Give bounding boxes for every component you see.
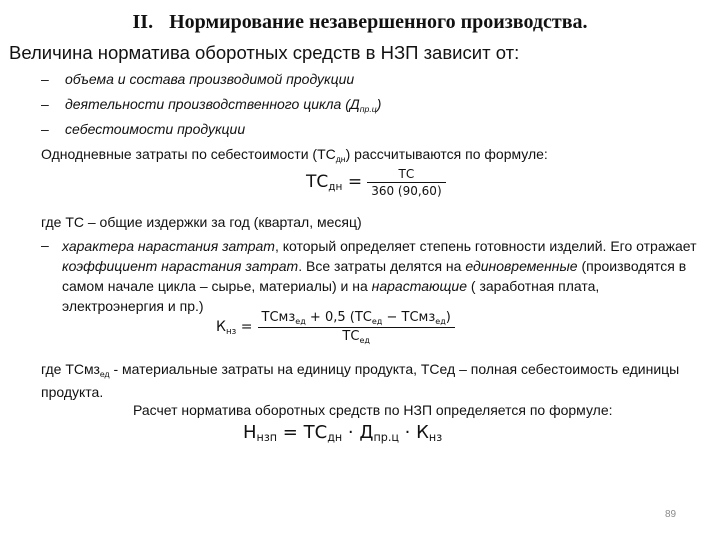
denominator: $ТС_{ед}$ [342,329,370,345]
slide-title [0,11,720,34]
numerator: ТС [367,167,445,183]
bullet-cycle: – деятельности производственного цикла $(Д_{пр.ц})$ [41,96,382,114]
lead-sentence: Величина норматива оборотных средств в НЗП зависит от: [9,42,520,63]
page-number: 89 [665,509,677,520]
bullet-cost: – себестоимости продукции [41,121,246,137]
formula-daily-cost: $ТС_{дн}$ = $\frac{ТС}{360 (90,60)}$ [306,167,446,198]
section-number: II. [132,11,154,33]
bullet-text: деятельности производственного цикла $(Д_{пр.ц})$ [65,96,382,114]
formula-norm: $Н_{нзп} = ТС_{дн} \cdot Д_{пр.ц} \cdot К_{нз}$ [243,422,443,444]
character-paragraph: характера нарастания затрат, который определяет степень готовности изделий. Его отражает коэффициент нарастания затрат. Все затраты делятся на единовременные (производятся в самом начале цикла – сырье, материалы) и на нарастающие ( заработная плата, электроэнергия и пр.) [62,238,697,314]
bullet-character-dash: – [41,237,49,253]
where-tc: где ТС – общие издержки за год (квартал, месяц) [41,214,362,230]
where-tcmz: где ТСмз$_{ед}$ - материальные затраты на единицу продукта, ТСед – полная себестоимость единицы продукта. [41,361,680,400]
title-text: Нормирование незавершенного производства. [169,11,588,33]
numerator: ТСмз$_{ед}$ + 0,5 ($ТС_{ед}$ − ТСмз$_{ед}$) [258,310,455,328]
bullet-text: себестоимости продукции [65,121,246,137]
formula-growth-coefficient: $К_{нз}$ = $\frac{ТСмз_{ед} + 0,5 (ТС_{ед} - ТСмз_{ед})}{ТС_{ед}}$ [216,310,455,345]
bullet-volume: – объема и состава производимой продукции [41,71,355,87]
calc-sentence: Расчет норматива оборотных средств по НЗП определяется по формуле: [133,402,613,418]
bullet-text: объема и состава производимой продукции [65,71,355,87]
denominator: 360 (90,60) [371,184,442,198]
daily-cost-sentence: Однодневные затраты по себестоимости $(ТС_{дн})$ рассчитываются по формуле: [41,146,548,164]
